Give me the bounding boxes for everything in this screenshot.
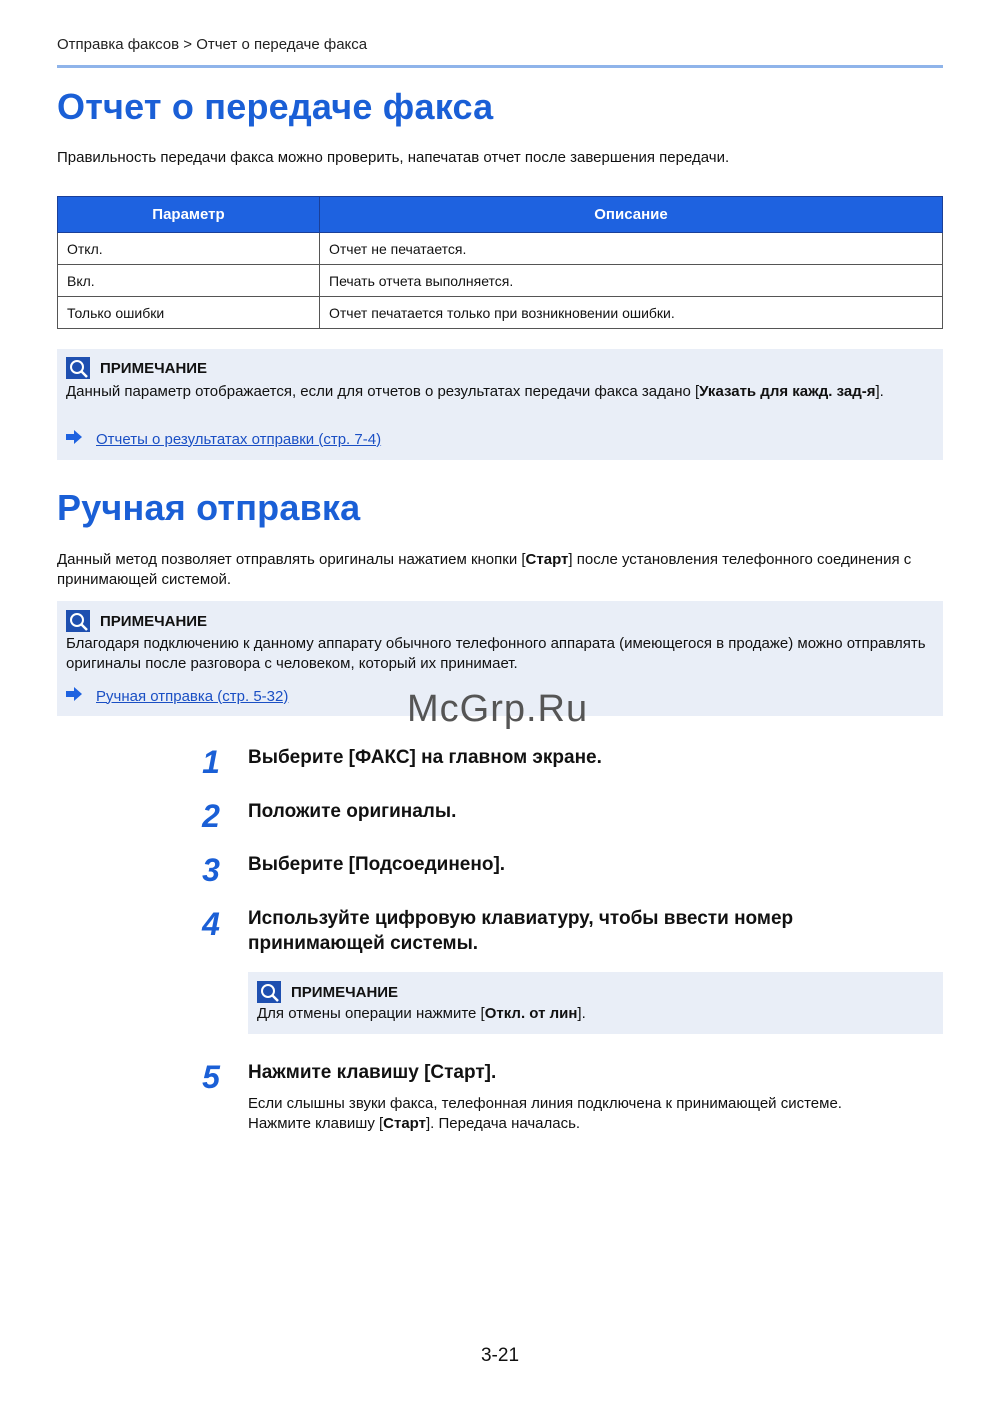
note-icon (66, 357, 90, 379)
note-header (257, 981, 398, 1003)
note-text: Благодаря подключению к данному аппарату обычного телефонного аппарата (имеющегося в продаже) можно отправлять оригиналы после разговора с человеком, который их принимает. (66, 635, 926, 672)
step-number: 2 (202, 798, 220, 834)
link-manual-send[interactable]: Ручная отправка (стр. 5-32) (96, 687, 289, 705)
table-row (58, 233, 943, 265)
note-box (248, 972, 943, 1034)
section-title-fax-report: Отчет о передаче факса (57, 86, 494, 127)
step-number: 4 (202, 906, 220, 942)
note-link-row (66, 687, 288, 705)
desc-bold: Старт (383, 1115, 426, 1132)
step-text: Выберите [Подсоединено]. (248, 854, 506, 875)
table-cell-description: Отчет печатается только при возникновении ошибки. (320, 297, 943, 329)
note-label: ПРИМЕЧАНИЕ (291, 983, 399, 1001)
section2-intro (57, 550, 937, 590)
step-description-line: Если слышны звуки факса, телефонная линия подключена к принимающей системе. (248, 1095, 842, 1112)
note-label: ПРИМЕЧАНИЕ (100, 359, 208, 377)
step-number: 5 (202, 1059, 220, 1095)
note-label: ПРИМЕЧАНИЕ (100, 612, 208, 630)
link-transmission-reports[interactable]: Отчеты о результатах отправки (стр. 7-4) (96, 430, 382, 448)
step-number: 3 (202, 852, 220, 888)
note-text-bold: Откл. от лин (484, 1005, 578, 1022)
arrow-right-icon (66, 430, 82, 448)
section-intro: Правильность передачи факса можно проверить, напечатав отчет после завершения передачи. (57, 149, 730, 166)
parameter-table (57, 196, 943, 329)
note-icon (257, 981, 281, 1003)
step-text: Нажмите клавишу [Старт]. (248, 1062, 497, 1083)
step-number: 1 (202, 744, 220, 780)
note-header (66, 357, 207, 379)
section-title-manual-send: Ручная отправка (57, 487, 361, 528)
note-text-part: ]. (577, 1005, 586, 1022)
desc-part: Нажмите клавишу [ (248, 1115, 384, 1132)
table-cell-description: Отчет не печатается. (320, 233, 943, 265)
table-row (58, 297, 943, 329)
step-description (248, 1094, 938, 1134)
table-cell-parameter: Откл. (58, 233, 320, 265)
step-text: Выберите [ФАКС] на главном экране. (248, 747, 602, 768)
table-cell-parameter: Только ошибки (58, 297, 320, 329)
note-link-row (66, 430, 381, 448)
table-cell-parameter: Вкл. (58, 265, 320, 297)
table-row (58, 265, 943, 297)
step-text: Положите оригиналы. (248, 801, 457, 822)
note-text-bold: Указать для кажд. зад-я (699, 383, 876, 400)
arrow-right-icon (66, 687, 82, 705)
desc-part: ]. Передача началась. (426, 1115, 581, 1132)
note-text-part: Данный параметр отображается, если для отчетов о результатах передачи факса задано [ (66, 383, 700, 400)
step-text: Используйте цифровую клавиатуру, чтобы ввести номер принимающей системы. (248, 908, 794, 954)
note-text-part: Для отмены операции нажмите [ (257, 1005, 485, 1022)
note-text-part: ]. (875, 383, 884, 400)
note-header (66, 610, 207, 632)
table-cell-description: Печать отчета выполняется. (320, 265, 943, 297)
intro-bold: Старт (525, 551, 569, 568)
header-rule (57, 65, 943, 68)
note-icon (66, 610, 90, 632)
note-text (66, 382, 936, 402)
breadcrumb: Отправка факсов > Отчет о передаче факса (57, 36, 368, 53)
note-text (257, 1004, 586, 1024)
table-header-description: Описание (320, 197, 943, 233)
page-number: 3-21 (480, 1345, 520, 1366)
intro-part: Данный метод позволяет отправлять оригиналы нажатием кнопки [ (57, 551, 526, 568)
note-box (57, 349, 943, 460)
step-description-line (248, 1114, 938, 1134)
watermark: McGrp.Ru (407, 688, 589, 730)
intro-part: ] после установления телефонного соединения с принимающей системой. (57, 551, 912, 588)
table-header-parameter: Параметр (58, 197, 320, 233)
